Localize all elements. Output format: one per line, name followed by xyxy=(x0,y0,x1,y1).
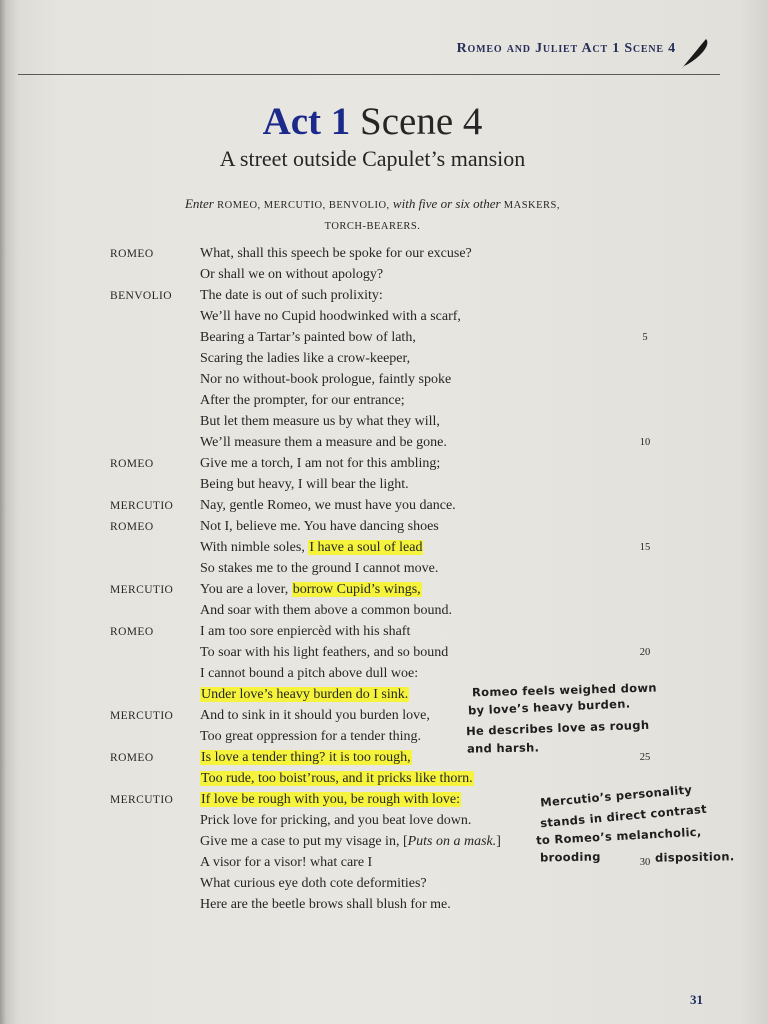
speaker-name: ROMEO xyxy=(110,626,154,638)
line-number: 15 xyxy=(639,542,651,553)
page-number: 31 xyxy=(690,992,703,1007)
verse-line xyxy=(200,811,471,831)
verse-text: But let them measure us by what they will, xyxy=(200,414,440,429)
verse-text: What, shall this speech be spoke for our excuse? xyxy=(200,246,472,261)
note-romeo-line: and harsh. xyxy=(466,740,540,756)
verse-line xyxy=(200,517,439,537)
verse-line xyxy=(200,307,461,327)
highlighted-text: I have a soul of lead xyxy=(309,540,423,555)
note-mercutio-line: Mercutio’s personality xyxy=(539,782,693,810)
highlighted-text: Is love a tender thing? it is too rough, xyxy=(201,750,411,765)
verse-line xyxy=(200,538,423,558)
verse-line xyxy=(200,265,383,285)
speaker-name: MERCUTIO xyxy=(110,794,174,806)
stage-direction-names: ROMEO, MERCUTIO, BENVOLIO, xyxy=(217,200,390,211)
verse-line xyxy=(200,328,416,348)
verse-line xyxy=(200,727,421,747)
verse-line xyxy=(200,580,422,600)
verse-text: With nimble soles, xyxy=(200,540,309,555)
scene-label: Scene 4 xyxy=(360,100,483,143)
verse-text: Prick love for pricking, and you beat love down. xyxy=(200,813,472,828)
verse-line xyxy=(200,370,451,390)
verse-line xyxy=(200,853,372,873)
note-mercutio-line: brooding xyxy=(539,849,601,865)
line-number: 30 xyxy=(639,857,651,868)
verse-text: ] xyxy=(496,834,501,849)
verse-text: Give me a torch, I am not for this ambling; xyxy=(200,456,441,471)
verse-text: You are a lover, xyxy=(200,582,292,597)
act-label: Act 1 xyxy=(262,100,351,143)
verse-text: Being but heavy, I will bear the light. xyxy=(200,477,409,492)
verse-text: The date is out of such prolixity: xyxy=(200,288,383,303)
note-mercutio-line: to Romeo’s melancholic, xyxy=(535,824,702,848)
line-number: 20 xyxy=(639,647,651,658)
stage-direction-with: with five or six other xyxy=(392,196,501,211)
verse-text: We’ll have no Cupid hoodwinked with a scarf, xyxy=(200,309,461,324)
stage-direction-enter: Enter xyxy=(184,196,214,211)
verse-text: After the prompter, for our entrance; xyxy=(200,393,405,408)
verse-text: Nay, gentle Romeo, we must have you dance. xyxy=(200,498,456,513)
verse-line xyxy=(200,622,410,642)
verse-text: So stakes me to the ground I cannot move. xyxy=(200,561,439,576)
highlighted-text: Under love’s heavy burden do I sink. xyxy=(201,687,409,702)
highlighted-text: If love be rough with you, be rough with love: xyxy=(201,792,460,807)
verse-line xyxy=(200,895,451,915)
note-mercutio-line: disposition. xyxy=(654,849,735,865)
verse-text: What curious eye doth cote deformities? xyxy=(200,876,427,891)
page-title xyxy=(0,98,745,146)
verse-line xyxy=(200,454,440,474)
line-number: 25 xyxy=(639,752,651,763)
note-romeo-line: Romeo feels weighed down xyxy=(471,680,657,700)
verse-line xyxy=(200,412,440,432)
stage-direction xyxy=(0,195,745,215)
verse-text: Nor no without-book prologue, faintly spoke xyxy=(200,372,452,387)
speaker-name: BENVOLIO xyxy=(110,290,172,302)
running-header: Romeo and Juliet Act 1 Scene 4 xyxy=(456,41,676,56)
line-number: 5 xyxy=(642,332,648,343)
verse-text: Not I, believe me. You have dancing shoes xyxy=(200,519,439,534)
speaker-name: ROMEO xyxy=(110,752,154,764)
speaker-name: MERCUTIO xyxy=(110,500,174,512)
verse-line xyxy=(200,601,452,621)
verse-line xyxy=(200,433,447,453)
verse-text: Bearing a Tartar’s painted bow of lath, xyxy=(200,330,416,345)
stage-direction-inline: Puts on a mask. xyxy=(407,834,497,849)
verse-line xyxy=(200,244,472,264)
verse-text: We’ll measure them a measure and be gone. xyxy=(200,435,447,450)
note-romeo-line: by love’s heavy burden. xyxy=(467,696,631,718)
verse-text: A visor for a visor! what care I xyxy=(200,855,373,870)
verse-line xyxy=(200,496,456,516)
header-rule xyxy=(18,74,720,75)
verse-line xyxy=(200,559,438,579)
quill-pen-icon xyxy=(676,36,710,72)
speaker-name: MERCUTIO xyxy=(110,584,174,596)
speaker-name: ROMEO xyxy=(110,458,154,470)
verse-line xyxy=(200,706,430,726)
speaker-name: MERCUTIO xyxy=(110,710,174,722)
verse-line xyxy=(200,286,383,306)
verse-text: Give me a case to put my visage in, [ xyxy=(200,834,408,849)
highlighted-text: borrow Cupid’s wings, xyxy=(292,582,421,597)
verse-text: Scaring the ladies like a crow-keeper, xyxy=(200,351,411,366)
speaker-name: ROMEO xyxy=(110,521,154,533)
scene-subtitle: A street outside Capulet’s mansion xyxy=(219,146,526,171)
speaker-name: ROMEO xyxy=(110,248,154,260)
verse-text: I cannot bound a pitch above dull woe: xyxy=(200,666,419,681)
note-romeo-line: He describes love as rough xyxy=(465,717,650,739)
verse-line xyxy=(200,643,448,663)
stage-direction-maskers: MASKERS, xyxy=(503,200,561,211)
verse-line xyxy=(200,769,474,789)
note-mercutio-line: stands in direct contrast xyxy=(539,801,708,831)
line-number: 10 xyxy=(639,437,651,448)
verse-line xyxy=(200,349,410,369)
verse-text: Or shall we on without apology? xyxy=(200,267,384,282)
verse-line xyxy=(200,664,418,684)
verse-line xyxy=(200,874,427,894)
verse-line xyxy=(200,790,461,810)
verse-line xyxy=(200,748,412,768)
verse-line xyxy=(200,391,405,411)
highlighted-text: Too rude, too boist’rous, and it pricks like thorn. xyxy=(201,771,473,786)
verse-line xyxy=(200,475,409,495)
stage-direction-torch: TORCH-BEARERS. xyxy=(324,221,421,232)
stage-direction-line2 xyxy=(0,216,745,236)
verse-text: And to sink in it should you burden love, xyxy=(200,708,430,723)
verse-line xyxy=(200,832,501,852)
verse-text: Too great oppression for a tender thing. xyxy=(200,729,422,744)
verse-text: And soar with them above a common bound. xyxy=(200,603,452,618)
verse-text: I am too sore enpiercèd with his shaft xyxy=(200,624,411,639)
verse-text: Here are the beetle brows shall blush for me. xyxy=(200,897,451,912)
verse-line xyxy=(200,685,409,705)
verse-text: To soar with his light feathers, and so bound xyxy=(200,645,449,660)
